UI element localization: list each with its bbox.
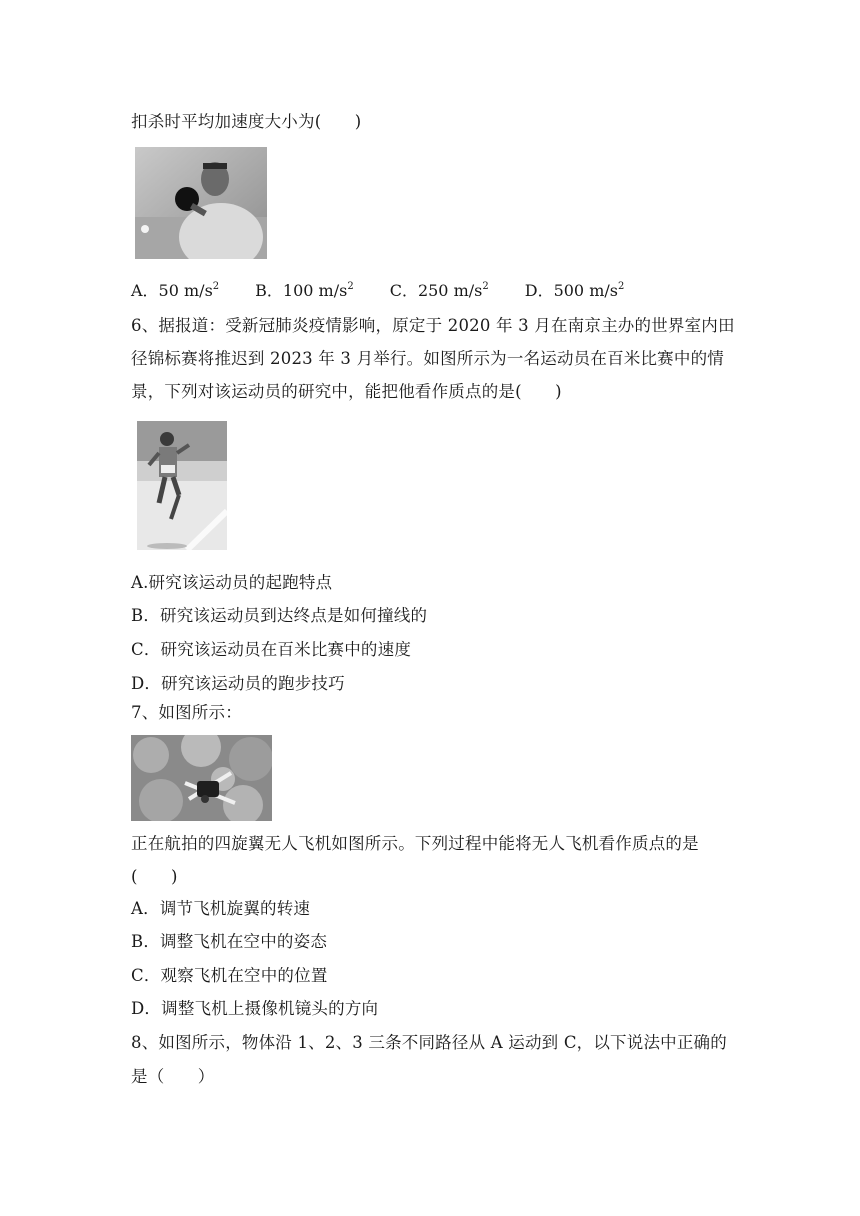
q7-option-d: D．调整飞机上摄像机镜头的方向 [131,999,379,1018]
q5-option-a: A．50 $m/s^2$ [131,281,220,300]
q5-options [131,278,660,301]
q7-title: 7、如图所示： [131,703,242,722]
q7-option-c: C．观察飞机在空中的位置 [131,966,328,985]
q7-option-b: B．调整飞机在空中的姿态 [131,932,328,951]
q6-stem-line-3: 景，下列对该运动员的研究中，能把他看作质点的是( ) [131,382,562,401]
drone-photo [131,735,272,821]
q6-stem-line-2: 径锦标赛将推迟到 2023 年 3 月举行。如图所示为一名运动员在百米比赛中的情 [131,349,724,368]
q7-option-a: A．调节飞机旋翼的转速 [131,899,311,918]
q6-option-c: C．研究该运动员在百米比赛中的速度 [131,640,412,659]
q5-stem: 扣杀时平均加速度大小为( ) [131,112,362,131]
q6-option-a: A.研究该运动员的起跑特点 [131,573,333,592]
table-tennis-photo [135,147,267,259]
q5-option-b: B．100 $m/s^2$ [255,281,354,300]
q8-stem-line-1: 8、如图所示，物体沿 1、2、3 三条不同路径从 A 运动到 C，以下说法中正确的 [131,1033,727,1052]
q7-stem-line-1: 正在航拍的四旋翼无人飞机如图所示。下列过程中能将无人飞机看作质点的是 [131,834,699,853]
q6-option-b: B．研究该运动员到达终点是如何撞线的 [131,606,428,625]
q8-stem-line-2: 是（ ） [131,1067,215,1086]
q5-option-d: D．500 $m/s^2$ [524,281,625,300]
sprinter-photo [137,421,227,550]
q6-option-d: D．研究该运动员的跑步技巧 [131,674,345,693]
q6-stem-line-1: 6、据报道：受新冠肺炎疫情影响，原定于 2020 年 3 月在南京主办的世界室内田 [131,316,735,335]
q5-option-c: C．250 $m/s^2$ [389,281,489,300]
q7-stem-line-2: ( ) [131,867,178,886]
